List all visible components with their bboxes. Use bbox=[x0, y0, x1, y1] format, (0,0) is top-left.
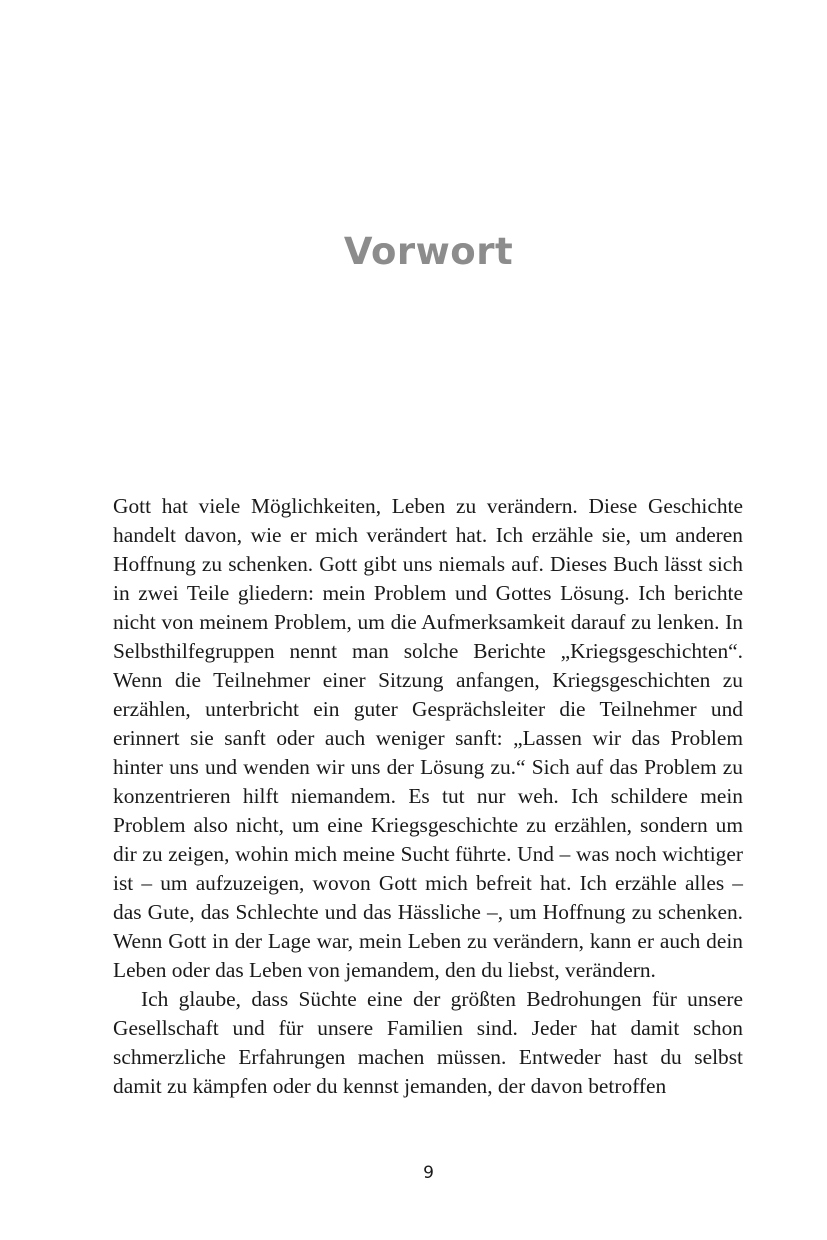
paragraph-1: Gott hat viele Möglichkeiten, Leben zu verändern. Diese Geschichte handelt davon, wie er mich verändert hat. Ich erzähle sie, um anderen Hoffnung zu schenken. Gott gibt uns niemals auf. Dieses Buch lässt sich in zwei Teile gliedern: mein Problem und Gottes Lösung. Ich berichte nicht von meinem Problem, um die Aufmerksamkeit darauf zu lenken. In Selbsthilfegruppen nennt man solche Berichte „Kriegsgeschichten“. Wenn die Teilnehmer einer Sitzung anfangen, Kriegsgeschichten zu erzählen, unterbricht ein guter Gesprächsleiter die Teilnehmer und erinnert sie sanft oder auch weniger sanft: „Lassen wir das Problem hinter uns und wenden wir uns der Lösung zu.“ Sich auf das Problem zu konzentrieren hilft niemandem. Es tut nur weh. Ich schildere mein Problem also nicht, um eine Kriegsgeschichte zu erzählen, sondern um dir zu zeigen, wohin mich meine Sucht führte. Und – was noch wichtiger ist – um aufzuzeigen, wovon Gott mich befreit hat. Ich erzähle alles – das Gute, das Schlechte und das Hässliche –, um Hoffnung zu schenken. Wenn Gott in der Lage war, mein Leben zu verändern, kann er auch dein Leben oder das Leben von jemandem, den du liebst, verändern. bbox=[113, 494, 743, 982]
page-number: 9 bbox=[423, 1163, 434, 1183]
paragraph-2: Ich glaube, dass Süchte eine der größten Bedrohungen für unsere Gesellschaft und für unsere Familien sind. Jeder hat damit schon schmerzliche Erfahrungen machen müssen. Entweder hast du selbst damit zu kämpfen oder du kennst jemanden, der davon betroffen bbox=[113, 987, 743, 1098]
chapter-title: Vorwort bbox=[343, 230, 514, 273]
body-text bbox=[113, 492, 743, 1101]
